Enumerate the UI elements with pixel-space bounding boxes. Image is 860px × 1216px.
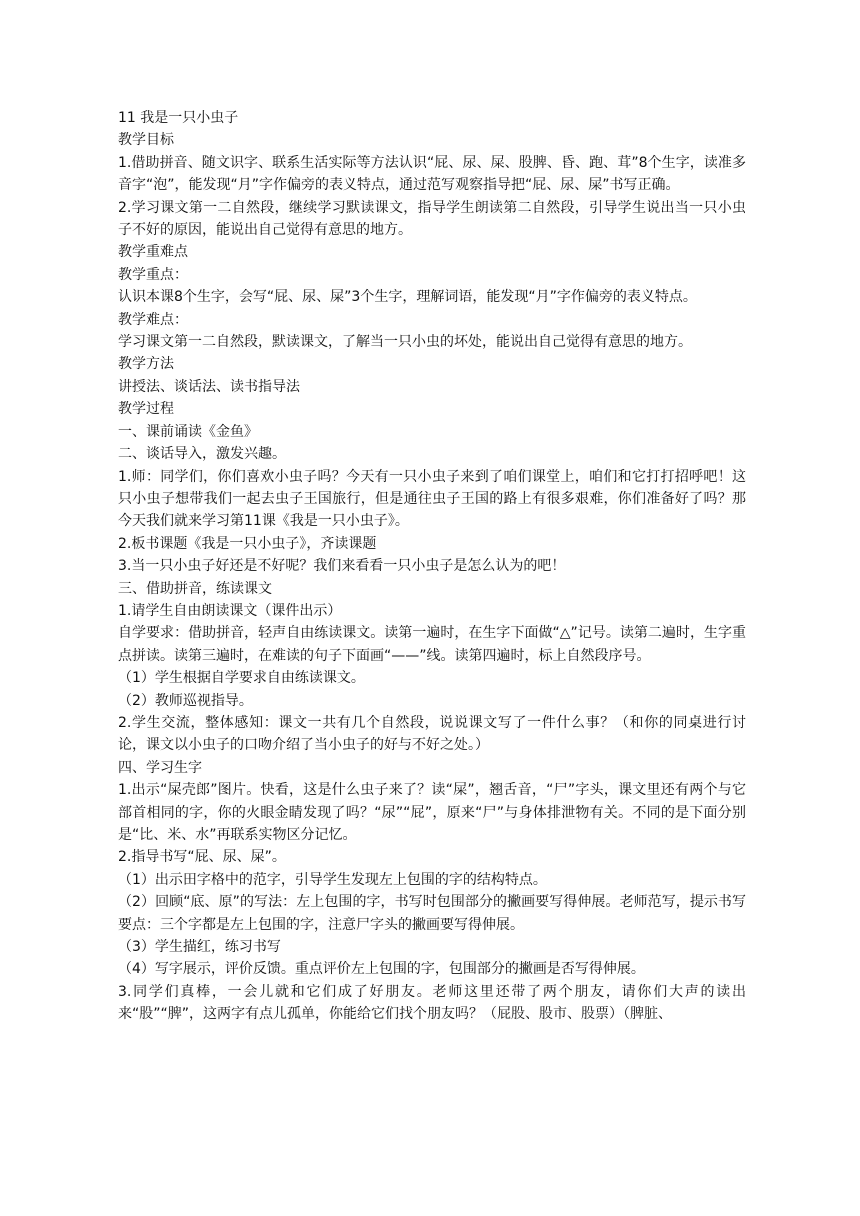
section-heading-goals: 教学目标 <box>118 132 174 149</box>
paragraph: （1）出示田字格中的范字，引导学生发现左上包围的字的结构特点。 <box>118 871 547 888</box>
paragraph: 1.借助拼音、随文识字、联系生活实际等方法认识“屁、尿、屎、股脾、昏、跑、茸”8个生字，读准多音字“泡”，能发现“月”字作偏旁的表义特点，通过范写观察指导把“屁、尿、屎”书写正确。 <box>118 154 746 194</box>
paragraph: 1.请学生自由朗读课文（课件出示） <box>118 602 342 619</box>
paragraph: 3.同学们真棒，一会儿就和它们成了好朋友。老师这里还带了两个朋友，请你们大声的读出来“股”“脾”，这两字有点儿孤单，你能给它们找个朋友吗？（屁股、股市、股票）（脾脏、 <box>118 983 746 1023</box>
subheading: 教学难点： <box>118 311 188 328</box>
paragraph: 2.指导书写“屁、尿、屎”。 <box>118 849 286 866</box>
section-heading-process: 教学过程 <box>118 401 174 418</box>
step-heading: 三、借助拼音，练读课文 <box>118 580 272 597</box>
paragraph: （4）写字展示，评价反馈。重点评价左上包围的字，包围部分的撇画是否写得伸展。 <box>118 961 645 978</box>
paragraph: 讲授法、谈话法、读书指导法 <box>118 378 300 395</box>
paragraph: 3.当一只小虫子好还是不好呢？我们来看看一只小虫子是怎么认为的吧！ <box>118 558 566 575</box>
paragraph: 2.学生交流，整体感知：课文一共有几个自然段，说说课文写了一件什么事？（和你的同桌进行讨论，课文以小虫子的口吻介绍了当小虫子的好与不好之处。） <box>118 714 746 754</box>
section-heading-methods: 教学方法 <box>118 356 174 373</box>
paragraph: （3）学生描红，练习书写 <box>118 939 281 956</box>
step-heading: 二、谈话导入，激发兴趣。 <box>118 446 286 463</box>
paragraph: 2.学习课文第一二自然段，继续学习默读课文，指导学生朗读第二自然段，引导学生说出当一只小虫子不好的原因，能说出自己觉得有意思的地方。 <box>118 199 746 239</box>
step-heading: 四、学习生字 <box>118 759 202 776</box>
paragraph: 认识本课8个生字，会写“屁、尿、屎”3个生字，理解词语，能发现“月”字作偏旁的表义特点。 <box>118 289 697 306</box>
paragraph: 自学要求：借助拼音，轻声自由练读课文。读第一遍时，在生字下面做“△”记号。读第二遍时，生字重点拼读。读第三遍时，在难读的句子下面画“——”线。读第四遍时，标上自然段序号。 <box>118 625 746 664</box>
subheading: 教学重点： <box>118 266 188 283</box>
lesson-title: 11 我是一只小虫子 <box>118 110 239 126</box>
paragraph: 学习课文第一二自然段，默读课文，了解当一只小虫的坏处，能说出自己觉得有意思的地方。 <box>118 334 692 351</box>
paragraph: 1.出示“屎壳郎”图片。快看，这是什么虫子来了？读“屎”，翘舌音，“尸”字头，课文里还有两个与它部首相同的字，你的火眼金睛发现了吗？“尿”“屁”，原来“尸”与身体排泄物有关。不同的是下面分别是“比、米、水”再联系实物区分记忆。 <box>118 782 746 843</box>
paragraph: （1）学生根据自学要求自由练读课文。 <box>118 670 365 687</box>
document-page <box>118 107 746 1026</box>
paragraph: （2）回顾“底、原”的写法：左上包围的字，书写时包围部分的撇画要写得伸展。老师范写，提示书写要点：三个字都是左上包围的字，注意尸字头的撇画要写得伸展。 <box>118 894 746 933</box>
section-heading-key-points: 教学重难点 <box>118 244 188 261</box>
paragraph: 2.板书课题《我是一只小虫子》，齐读课题 <box>118 535 377 552</box>
paragraph: （2）教师巡视指导。 <box>118 692 253 709</box>
step-heading: 一、课前诵读《金鱼》 <box>118 423 258 440</box>
paragraph: 1.师：同学们，你们喜欢小虫子吗？今天有一只小虫子来到了咱们课堂上，咱们和它打打招呼吧！这只小虫子想带我们一起去虫子王国旅行，但是通往虫子王国的路上有很多艰难，你们准备好了吗？那今天我们就来学习第11课《我是一只小虫子》。 <box>118 468 746 530</box>
